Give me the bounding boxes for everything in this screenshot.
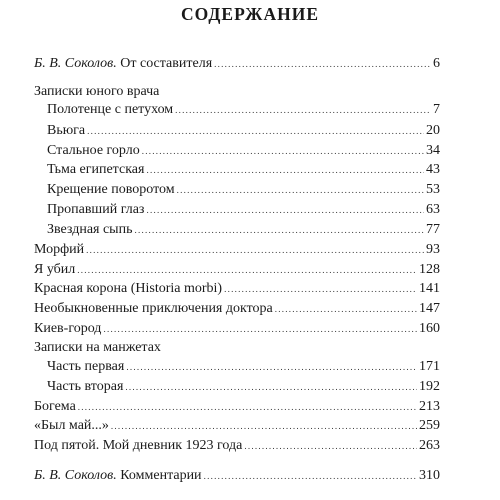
dot-leader (77, 260, 417, 280)
toc-entry (34, 54, 440, 74)
toc-entry-title: Необыкновенные приключения доктора (34, 301, 273, 316)
toc-entry-title: Морфий (34, 242, 85, 257)
toc-entry (47, 200, 440, 220)
toc-page-number: 43 (426, 162, 440, 177)
toc-entry-author: Б. В. Соколов. (34, 468, 117, 483)
toc-entry-label (47, 141, 140, 161)
dot-leader (146, 200, 424, 220)
toc-entry-title: «Был май...» (34, 418, 109, 433)
dot-leader (177, 180, 424, 200)
toc-page-number: 147 (419, 301, 440, 316)
dot-leader (175, 100, 431, 120)
toc-entry-label (34, 82, 159, 102)
toc-entry-label (34, 299, 273, 319)
page-title: СОДЕРЖАНИЕ (180, 4, 319, 24)
toc-entry-label (34, 436, 242, 456)
toc-entry-title: Я убил (34, 262, 76, 277)
toc-entry (47, 357, 440, 377)
dot-leader (78, 397, 417, 417)
toc-entry-title: Стальное горло (47, 143, 140, 158)
toc-entry (34, 466, 440, 486)
toc-entry-label (34, 416, 109, 436)
dot-leader (146, 160, 424, 180)
toc-entry-label (34, 338, 161, 358)
toc-entry-label (47, 160, 144, 180)
toc-entry (47, 100, 440, 120)
toc-entry (34, 436, 440, 456)
toc-entry-title: Часть первая (47, 359, 125, 374)
toc-entry-title: Под пятой. Мой дневник 1923 года (34, 438, 243, 453)
toc-entry-title: Часть вторая (47, 379, 124, 394)
toc-entry-author: Б. В. Соколов. (34, 56, 117, 71)
toc-entry-label (47, 121, 85, 141)
toc-entry-title: Богема (34, 399, 76, 414)
toc-page-number: 192 (419, 379, 440, 394)
toc-page-number: 213 (419, 399, 440, 414)
dot-leader (204, 466, 417, 486)
toc-entry (34, 299, 440, 319)
dot-leader (125, 377, 417, 397)
toc-entry-label (47, 200, 144, 220)
toc-page-number: 93 (426, 242, 440, 257)
toc-entry (47, 160, 440, 180)
toc-entry-title: Записки на манжетах (34, 340, 161, 355)
toc-entry-title: Крещение поворотом (47, 182, 175, 197)
toc-entry-label (34, 397, 76, 417)
dot-leader (214, 54, 431, 74)
toc-entry (47, 180, 440, 200)
dot-leader (86, 240, 424, 260)
toc-entry-label (34, 466, 202, 486)
toc-page-number: 141 (419, 281, 440, 296)
toc-entry-label (47, 220, 132, 240)
dot-leader (244, 436, 417, 456)
toc-page-number: 20 (426, 123, 440, 138)
toc-page-number: 6 (433, 56, 440, 71)
toc-page-number: 263 (419, 438, 440, 453)
toc-entry-title: Киев-город (34, 321, 102, 336)
toc-entry-label (34, 240, 84, 260)
toc-entry-title: Записки юного врача (34, 84, 160, 99)
toc-entry (34, 397, 440, 417)
toc-entry-label (47, 377, 123, 397)
toc-entry-label (34, 319, 101, 339)
toc-page-number: 34 (426, 143, 440, 158)
toc-entry-title: Комментарии (116, 468, 202, 483)
toc-page-number: 171 (419, 359, 440, 374)
toc-section-heading (34, 338, 440, 358)
toc-entry (34, 240, 440, 260)
dot-leader (126, 357, 417, 377)
toc-page-number: 128 (419, 262, 440, 277)
toc-entry (34, 279, 440, 299)
toc-entry-label (34, 54, 212, 74)
toc-entry-title: Вьюга (47, 123, 86, 138)
toc-page-number: 7 (433, 102, 440, 117)
dot-leader (87, 121, 424, 141)
dot-leader (224, 279, 417, 299)
toc-entry-label (47, 100, 173, 120)
toc-page-number: 259 (419, 418, 440, 433)
toc-entry-label (34, 279, 222, 299)
toc-entry (47, 121, 440, 141)
toc-entry-title: Красная корона (Historia morbi) (34, 281, 223, 296)
toc-entry-title: Пропавший глаз (47, 202, 145, 217)
toc-entry-title: Полотенце с петухом (47, 102, 174, 117)
toc-entry-title: Тьма египетская (47, 162, 145, 177)
toc-entry (47, 220, 440, 240)
toc-entry-title: Звездная сыпь (47, 222, 133, 237)
toc-page-number: 160 (419, 321, 440, 336)
dot-leader (103, 319, 417, 339)
toc-entry-title: От составителя (116, 56, 213, 71)
dot-leader (134, 220, 424, 240)
toc-entry-label (47, 357, 124, 377)
dot-leader (142, 141, 424, 161)
toc-entry (47, 377, 440, 397)
toc-section-heading (34, 82, 440, 102)
toc-entry-label (47, 180, 175, 200)
toc-entry (47, 141, 440, 161)
toc-page-number: 63 (426, 202, 440, 217)
dot-leader (275, 299, 417, 319)
toc-entry (34, 416, 440, 436)
dot-leader (111, 416, 417, 436)
toc-page-number: 53 (426, 182, 440, 197)
toc-page-number: 77 (426, 222, 440, 237)
toc-page-number: 310 (419, 468, 440, 483)
toc-entry (34, 260, 440, 280)
toc-entry-label (34, 260, 75, 280)
toc-entry (34, 319, 440, 339)
